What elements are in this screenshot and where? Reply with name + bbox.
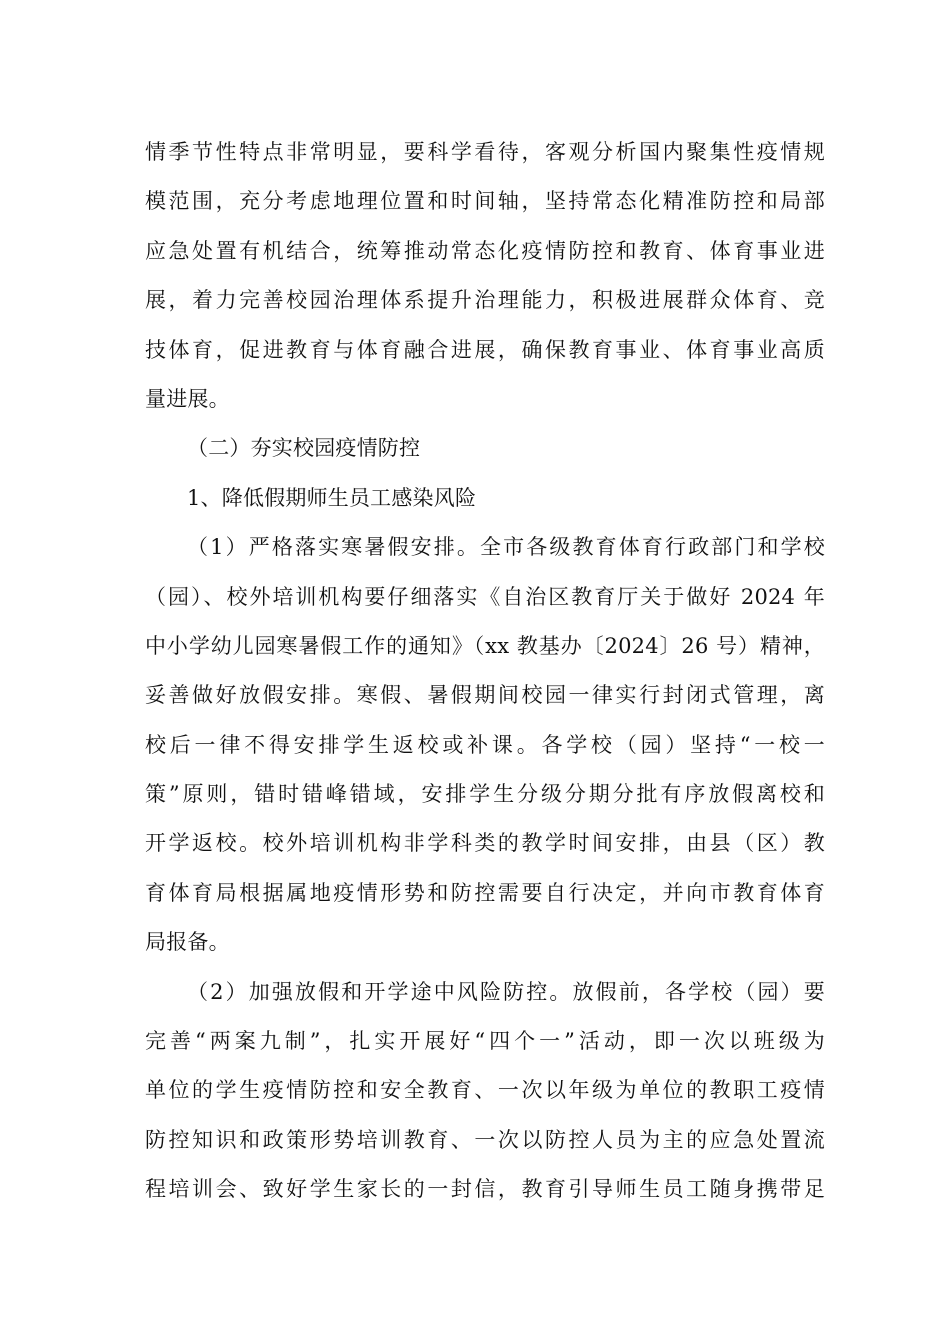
text-line: 单位的学生疫情防控和安全教育、一次以年级为单位的教职工疫情 bbox=[145, 1078, 825, 1103]
text-line: 校后一律不得安排学生返校或补课。各学校（园）坚持“一校一 bbox=[145, 732, 825, 757]
paragraph bbox=[145, 968, 825, 1215]
paragraph bbox=[145, 424, 825, 473]
text-line: 中小学幼儿园寒暑假工作的通知》（xx 教基办〔2024〕26 号）精神， bbox=[145, 633, 825, 658]
text-line: 完善“两案九制”，扎实开展好“四个一”活动，即一次以班级为 bbox=[145, 1029, 825, 1054]
paragraph bbox=[145, 523, 825, 968]
paragraph bbox=[145, 128, 825, 424]
text-line: 技体育，促进教育与体育融合进展，确保教育事业、体育事业高质 bbox=[145, 337, 825, 362]
text-line: 开学返校。校外培训机构非学科类的教学时间安排，由县（区）教 bbox=[145, 831, 825, 856]
text-line: （2）加强放假和开学途中风险防控。放假前，各学校（园）要 bbox=[187, 979, 825, 1004]
text-line: 情季节性特点非常明显，要科学看待，客观分析国内聚集性疫情规 bbox=[145, 140, 825, 164]
text-line: 防控知识和政策形势培训教育、一次以防控人员为主的应急处置流 bbox=[145, 1127, 825, 1152]
text-line: （1）严格落实寒暑假安排。全市各级教育体育行政部门和学校 bbox=[187, 535, 825, 560]
text-line: 1、降低假期师生员工感染风险 bbox=[187, 485, 477, 510]
text-line: 妥善做好放假安排。寒假、暑假期间校园一律实行封闭式管理，离 bbox=[145, 683, 825, 708]
text-line: （二）夯实校园疫情防控 bbox=[187, 436, 421, 461]
text-line: 展，着力完善校园治理体系提升治理能力，积极进展群众体育、竞 bbox=[145, 288, 825, 313]
text-line: 模范围，充分考虑地理位置和时间轴，坚持常态化精准防控和局部 bbox=[145, 189, 825, 214]
text-line: 局报备。 bbox=[145, 930, 230, 955]
text-line: 应急处置有机结合，统筹推动常态化疫情防控和教育、体育事业进 bbox=[145, 238, 825, 263]
text-line: 量进展。 bbox=[145, 386, 230, 411]
paragraph bbox=[145, 474, 825, 523]
text-line: 策”原则，错时错峰错域，安排学生分级分期分批有序放假离校和 bbox=[145, 782, 825, 807]
text-line: （园）、校外培训机构要仔细落实《自治区教育厅关于做好 2024 年 bbox=[145, 584, 825, 609]
text-line: 程培训会、致好学生家长的一封信，教育引导师生员工随身携带足 bbox=[145, 1177, 825, 1202]
document-body bbox=[145, 128, 825, 1215]
text-line: 育体育局根据属地疫情形势和防控需要自行决定，并向市教育体育 bbox=[145, 880, 825, 905]
